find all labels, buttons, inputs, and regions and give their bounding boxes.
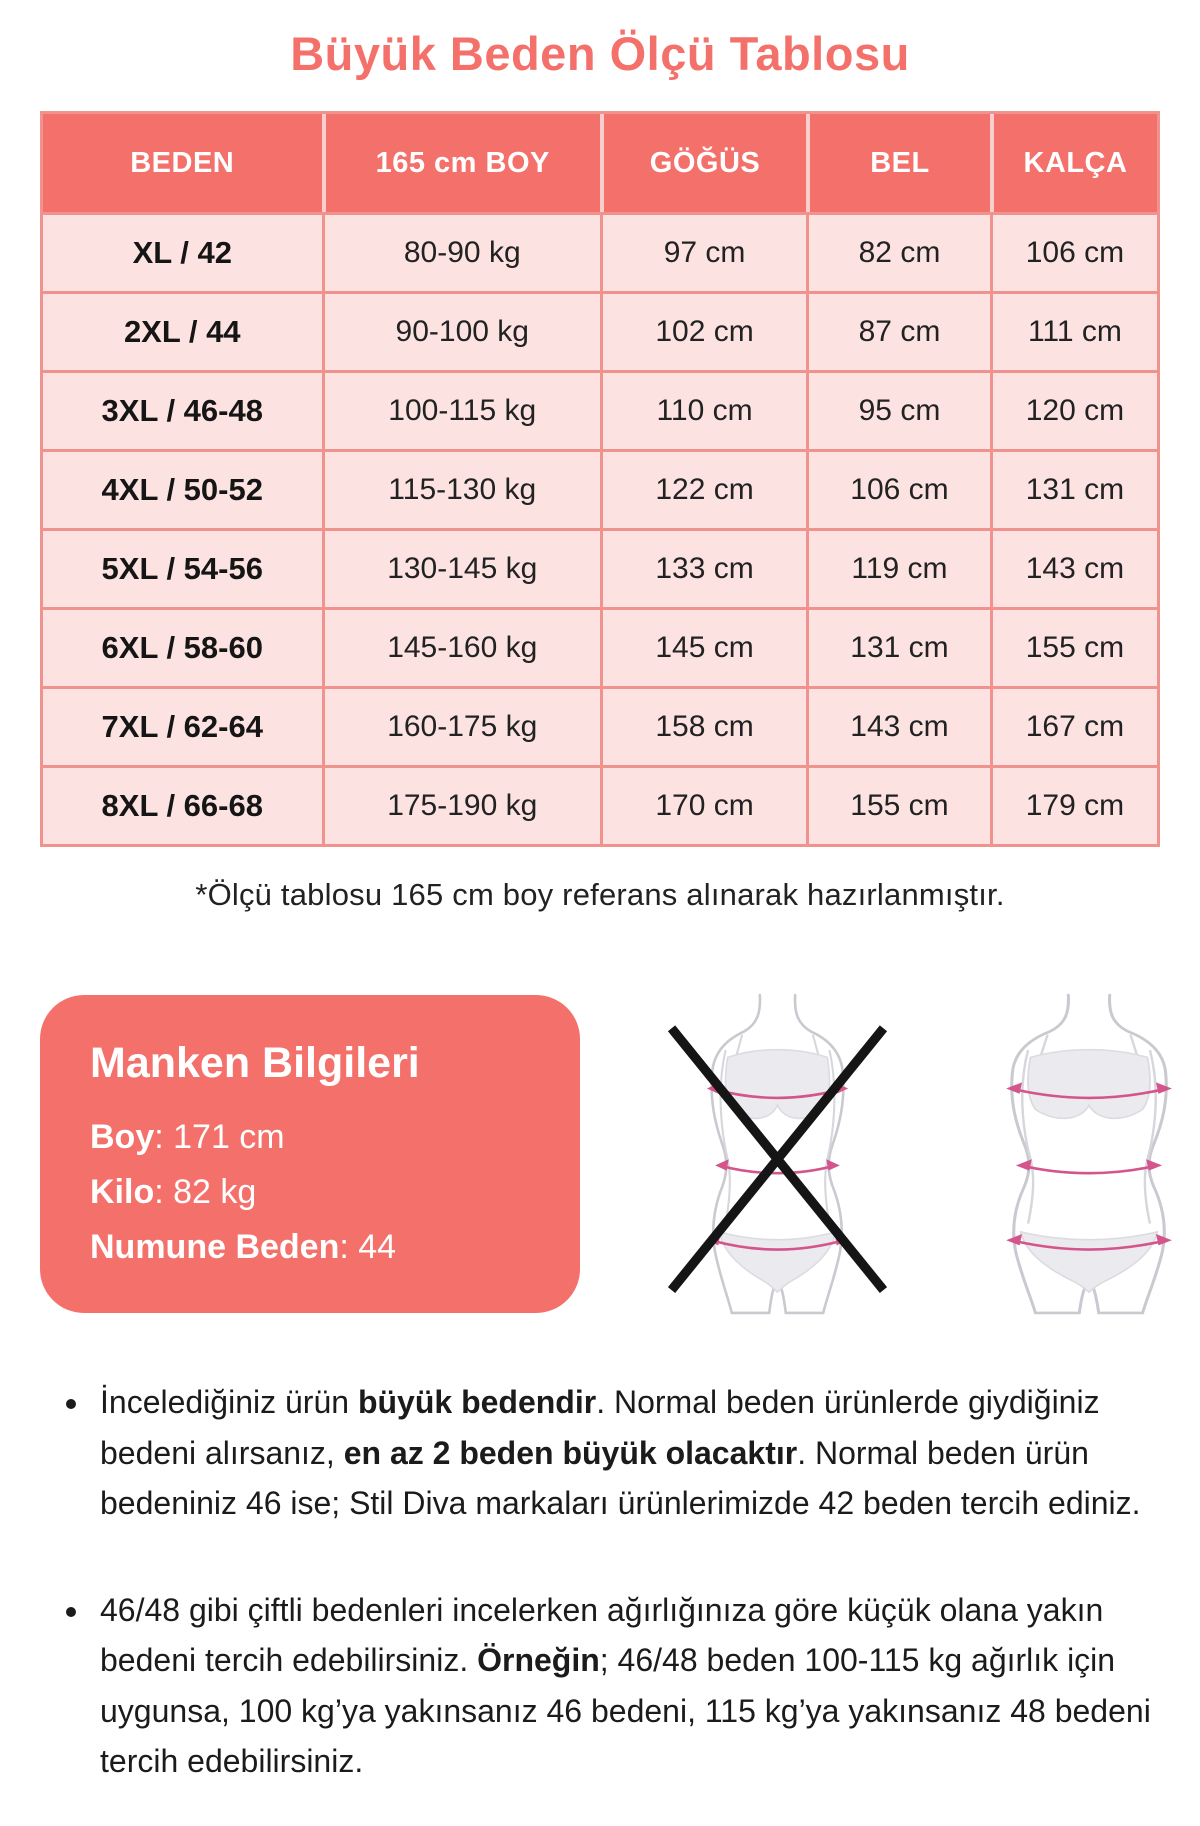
column-header-beden: BEDEN bbox=[43, 114, 322, 212]
cell-beden: 4XL / 50-52 bbox=[43, 449, 322, 528]
cell-beden: 7XL / 62-64 bbox=[43, 686, 322, 765]
cell-kalca: 179 cm bbox=[990, 765, 1157, 844]
cell-beden: XL / 42 bbox=[43, 212, 322, 291]
cell-boy: 100-115 kg bbox=[322, 370, 601, 449]
crossed-body-figure-icon bbox=[655, 993, 900, 1315]
cell-gogus: 122 cm bbox=[600, 449, 806, 528]
cell-kalca: 167 cm bbox=[990, 686, 1157, 765]
table-row bbox=[43, 212, 1157, 291]
cell-beden: 6XL / 58-60 bbox=[43, 607, 322, 686]
body-figure-icon bbox=[955, 993, 1200, 1315]
cell-boy: 130-145 kg bbox=[322, 528, 601, 607]
cell-boy: 160-175 kg bbox=[322, 686, 601, 765]
column-header-kalca: KALÇA bbox=[990, 114, 1157, 212]
table-row bbox=[43, 370, 1157, 449]
table-header-row bbox=[43, 114, 1157, 212]
column-header-bel: BEL bbox=[806, 114, 990, 212]
cell-kalca: 143 cm bbox=[990, 528, 1157, 607]
table-row bbox=[43, 607, 1157, 686]
table-footnote: *Ölçü tablosu 165 cm boy referans alınarak hazırlanmıştır. bbox=[195, 877, 1005, 912]
cell-gogus: 133 cm bbox=[600, 528, 806, 607]
size-guide-page bbox=[0, 26, 1200, 1787]
note-item-plus-size: • İncelediğiniz ürün büyük bedendir. Normal beden ürünlerde giydiğiniz bedeni alırsanız, en az 2 beden büyük olacaktır. Normal beden ürün bedeniniz 46 ise; Stil Diva markaları ürünlerimizde 42 beden tercih ediniz. bbox=[92, 1377, 1160, 1529]
cell-gogus: 170 cm bbox=[600, 765, 806, 844]
cell-kalca: 111 cm bbox=[990, 291, 1157, 370]
model-height-line: Boy: 171 cm bbox=[90, 1118, 285, 1156]
cell-kalca: 106 cm bbox=[990, 212, 1157, 291]
table-row bbox=[43, 528, 1157, 607]
model-sample-size-line: Numune Beden: 44 bbox=[90, 1228, 397, 1266]
table-row bbox=[43, 765, 1157, 844]
cell-beden: 2XL / 44 bbox=[43, 291, 322, 370]
cell-boy: 115-130 kg bbox=[322, 449, 601, 528]
table-row bbox=[43, 686, 1157, 765]
table-row bbox=[43, 449, 1157, 528]
cell-beden: 3XL / 46-48 bbox=[43, 370, 322, 449]
cell-kalca: 120 cm bbox=[990, 370, 1157, 449]
size-table bbox=[40, 111, 1160, 847]
cell-bel: 82 cm bbox=[806, 212, 990, 291]
cell-beden: 8XL / 66-68 bbox=[43, 765, 322, 844]
cell-gogus: 97 cm bbox=[600, 212, 806, 291]
cell-kalca: 131 cm bbox=[990, 449, 1157, 528]
table-row bbox=[43, 291, 1157, 370]
column-header-boy: 165 cm BOY bbox=[322, 114, 601, 212]
cell-gogus: 102 cm bbox=[600, 291, 806, 370]
cell-bel: 106 cm bbox=[806, 449, 990, 528]
cell-bel: 119 cm bbox=[806, 528, 990, 607]
model-info-card bbox=[40, 995, 580, 1313]
cell-kalca: 155 cm bbox=[990, 607, 1157, 686]
cell-boy: 80-90 kg bbox=[322, 212, 601, 291]
note-item-double-sizes: • 46/48 gibi çiftli bedenleri incelerken ağırlığınıza göre küçük olana yakın bedeni tercih edebilirsiniz. Örneğin; 46/48 beden 100-115 kg ağırlık için uygunsa, 100 kg’ya yakınsanız 46 bedeni, 115 kg’ya yakınsanız 48 bedeni tercih edebilirsiniz. bbox=[92, 1585, 1160, 1787]
cell-beden: 5XL / 54-56 bbox=[43, 528, 322, 607]
cell-gogus: 145 cm bbox=[600, 607, 806, 686]
cell-bel: 143 cm bbox=[806, 686, 990, 765]
cell-bel: 155 cm bbox=[806, 765, 990, 844]
page-title: Büyük Beden Ölçü Tablosu bbox=[290, 27, 910, 80]
model-info-title: Manken Bilgileri bbox=[90, 1039, 420, 1087]
cell-boy: 90-100 kg bbox=[322, 291, 601, 370]
size-notes-list bbox=[40, 1377, 1160, 1787]
cell-boy: 175-190 kg bbox=[322, 765, 601, 844]
model-info-section bbox=[40, 993, 1160, 1315]
cell-gogus: 158 cm bbox=[600, 686, 806, 765]
cell-bel: 95 cm bbox=[806, 370, 990, 449]
cell-gogus: 110 cm bbox=[600, 370, 806, 449]
cell-bel: 87 cm bbox=[806, 291, 990, 370]
model-weight-line: Kilo: 82 kg bbox=[90, 1173, 257, 1211]
measurement-figures bbox=[655, 993, 1200, 1315]
cell-boy: 145-160 kg bbox=[322, 607, 601, 686]
column-header-gogus: GÖĞÜS bbox=[600, 114, 806, 212]
cell-bel: 131 cm bbox=[806, 607, 990, 686]
